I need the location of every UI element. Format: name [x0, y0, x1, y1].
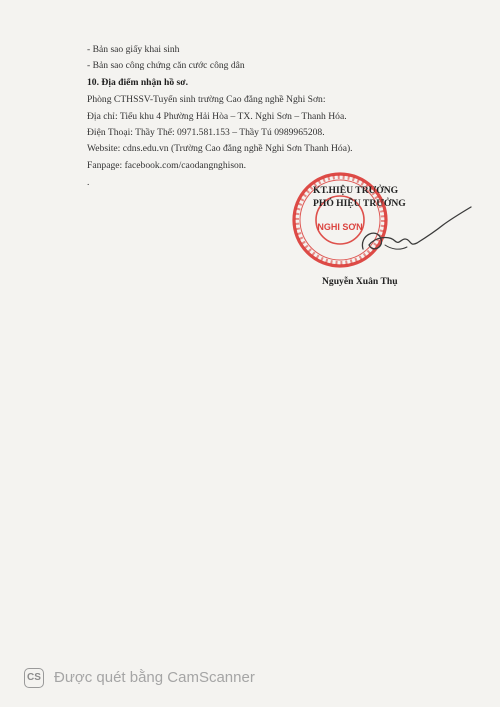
section-heading-submission-location: 10. Địa điểm nhận hồ sơ. — [87, 77, 189, 88]
body-line-website: Website: cdns.edu.vn (Trường Cao đẳng nghề Nghi Sơn Thanh Hóa). — [87, 143, 353, 154]
seal-inner-text: NGHI SƠN — [317, 222, 363, 232]
body-line-phone: Điện Thoại: Thầy Thế: 0971.581.153 – Thầy Tú 0989965208. — [87, 127, 325, 138]
body-line-birth-certificate: - Bản sao giấy khai sinh — [87, 44, 180, 55]
body-line-fanpage: Fanpage: facebook.com/caodangnghison. — [87, 160, 247, 171]
camscanner-footer — [0, 664, 500, 692]
body-line-address: Địa chỉ: Tiểu khu 4 Phường Hải Hòa – TX. Nghi Sơn – Thanh Hóa. — [87, 111, 347, 122]
body-line-dot: . — [87, 177, 90, 188]
signature-title-line2: PHÓ HIỆU TRƯỞNG — [313, 198, 406, 209]
signer-name: Nguyễn Xuân Thụ — [322, 276, 398, 287]
body-line-office: Phòng CTHSSV-Tuyển sinh trường Cao đẳng nghề Nghi Sơn: — [87, 94, 326, 105]
camscanner-watermark-text: Được quét bằng CamScanner — [54, 669, 255, 686]
body-line-id-card-copy: - Bản sao công chứng căn cước công dân — [87, 60, 245, 71]
signature-title-line1: KT.HIỆU TRƯỞNG — [313, 185, 399, 196]
camscanner-logo-icon: CS — [24, 668, 44, 688]
handwritten-signature — [355, 205, 475, 260]
